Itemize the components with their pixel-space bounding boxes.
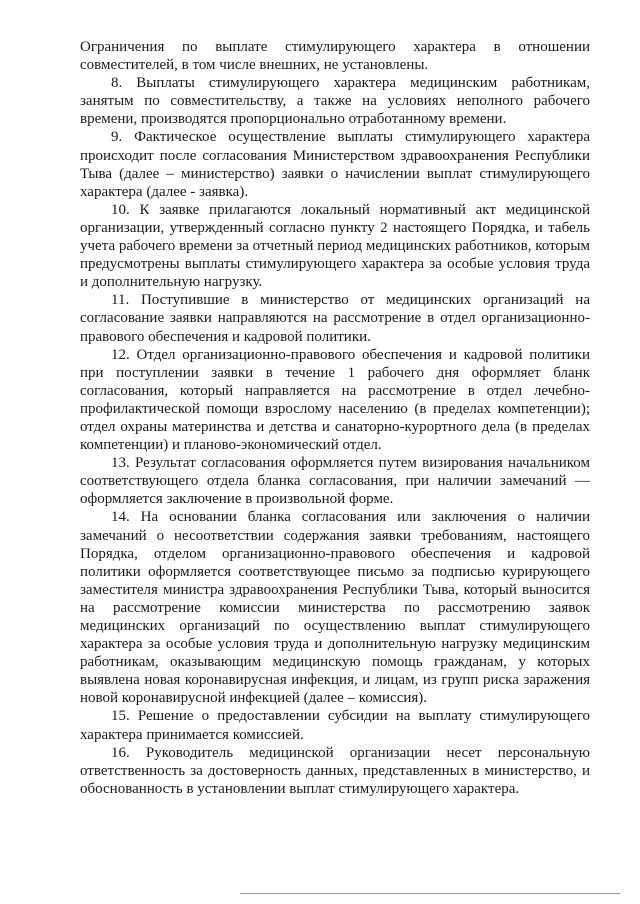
bottom-divider (240, 893, 620, 894)
paragraph-8: 8. Выплаты стимулирующего характера медицинским работникам, занятым по совместительству, а также на условиях неполного рабочего времени, производятся пропорционально отработанному времени. (80, 75, 590, 128)
paragraph-9: 9. Фактическое осуществление выплаты стимулирующего характера происходит после согласования Министерством здравоохранения Республики Тыва (далее – министерство) заявки о начислении выплат стимулирующего характера (далее - заявка). (80, 129, 590, 200)
paragraph-11: 11. Поступившие в министерство от медицинских организаций на согласование заявки направляются на рассмотрение в отдел организационно-правового обеспечения и кадровой политики. (80, 292, 590, 345)
paragraph-15: 15. Решение о предоставлении субсидии на выплату стимулирующего характера принимается комиссией. (80, 708, 590, 743)
paragraph-continuation: Ограничения по выплате стимулирующего характера в отношении совместителей, в том числе внешних, не установлены. (80, 39, 590, 74)
paragraph-14: 14. На основании бланка согласования или заключения о наличии замечаний о несоответствии содержания заявки требованиям, настоящего Порядка, отделом организационно-правового обеспечения и кадровой политики оформляется соответствующее письмо за подписью курирующего заместителя министра здравоохранения Республики Тыва, который выносится на рассмотрение комиссии министерства по рассмотрению заявок медицинских организаций по осуществлению выплат стимулирующего характера за особые условия труда и дополнительную нагрузку медицинским работникам, оказывающим медицинскую помощь гражданам, у которых выявлена новая коронавирусная инфекция, и лицам, из групп риска заражения новой коронавирусной инфекцией (далее – комиссия). (80, 509, 590, 707)
paragraph-16: 16. Руководитель медицинской организации несет персональную ответственность за достоверность данных, представленных в министерство, и обоснованность в установлении выплат стимулирующего характера. (80, 744, 590, 797)
paragraph-10: 10. К заявке прилагаются локальный нормативный акт медицинской организации, утвержденный согласно пункту 2 настоящего Порядка, и табель учета рабочего времени за отчетный период медицинских работников, которым предусмотрены выплаты стимулирующего характера за особые условия труда и дополнительную нагрузку. (80, 201, 590, 291)
paragraph-12: 12. Отдел организационно-правового обеспечения и кадровой политики при поступлении заявки в течение 1 рабочего дня оформляет бланк согласования, который направляется на рассмотрение в отдел лечебно-профилактической помощи взрослому населению (в пределах компетенции); отдел охраны материнства и детства и санаторно-курортного дела (в пределах компетенции) и планово-экономический отдел. (80, 346, 590, 454)
paragraph-13: 13. Результат согласования оформляется путем визирования начальником соответствующего отдела бланка согласования, при наличии замечаний — оформляется заключение в произвольной форме. (80, 455, 590, 508)
document-page (80, 38, 590, 798)
